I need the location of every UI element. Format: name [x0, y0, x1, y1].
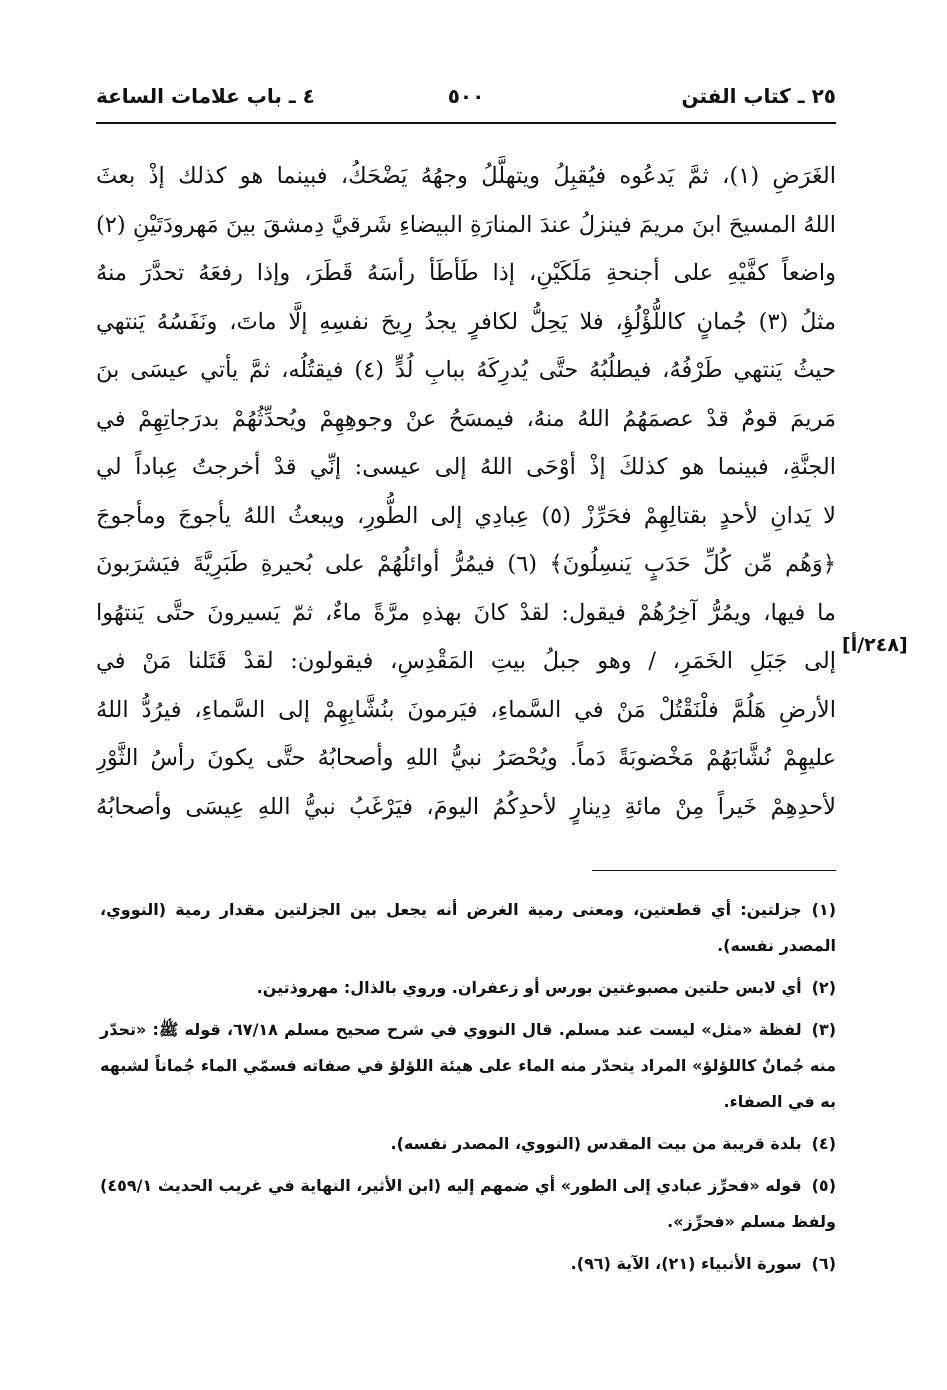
footnote [100, 1246, 836, 1282]
text-line: الأرضِ هَلُمَّ فلْنَقْتُلْ مَنْ في السَّماءِ، فيَرمونَ بنُشَّابِهِمْ إلى السَّماءِ، فيرُدُّ اللهُ [96, 696, 836, 723]
text-line: الجنَّةِ، فبينما هو كذلكَ إذْ أوْحَى اللهُ إلى عيسى: إنِّي قدْ أخرجتُ عِباداً لي [96, 454, 836, 480]
footnotes [100, 892, 836, 1288]
footnote [100, 1168, 836, 1240]
footnote-text: بلدة قريبة من بيت المقدس (النووي، المصدر نفسه). [390, 1134, 802, 1153]
footnote-number: (٣) [811, 1020, 837, 1039]
footnote [100, 1012, 836, 1120]
header-rule [96, 122, 836, 124]
text-line: لا يَدانِ لأحدٍ بقتالِهِمْ فحَرِّزْ (٥) عِبادِي إلى الطُّورِ، ويبعثُ اللهُ يأجوجَ ومأجوجَ [96, 502, 836, 529]
text-line: ما فيها، ويمُرُّ آخِرُهُمْ فيقول: لقدْ كانَ بهذهِ مرَّةً ماءٌ، ثمّ يَسيرونَ حتَّى يَنتهُوا [96, 599, 836, 626]
text-line: عليهِمْ نُشَّابَهُمْ مَخْضوبَةً دَماً. ويُحْصَرُ نبيُّ اللهِ وأصحابُهُ حتَّى يكونَ رأسُ الثَّوْرِ [96, 745, 836, 771]
footnote [100, 1126, 836, 1162]
main-text [96, 152, 836, 831]
manuscript-folio-marker: [٢٤٨/أ] [842, 634, 908, 656]
footnote-number: (٤) [811, 1134, 836, 1153]
text-line: اللهُ المسيحَ ابنَ مريمَ فينزلُ عندَ المنارَةِ البيضاءِ شَرقيَّ دِمشقَ بينَ مَهرودَتَيْنِ (٢) [96, 211, 836, 238]
text-line: حيثُ يَنتهي طَرْفُهُ، فيطلُبُهُ حتَّى يُدرِكَهُ ببابِ لُدٍّ (٤) فيقتُلُه، ثمَّ يأتي عيسَى بنَ [96, 357, 836, 383]
footnote-number: (١) [811, 900, 836, 919]
footnote-text: أي لابس حلتين مصبوغتين بورس أو زعفران. وروي بالذال: مهروذتين. [256, 978, 802, 997]
footnote-rule [592, 870, 836, 871]
text-line: مثلُ (٣) جُمانٍ كاللُّؤْلُؤِ، فلا يَحِلُّ لكافرٍ يجدُ رِيحَ نفسِهِ إلَّا ماتَ، ونَفَسُهُ يَنتهي [96, 308, 836, 335]
footnote-number: (٦) [811, 1254, 836, 1273]
text-line: إلى جَبَلِ الخَمَرِ، / وهو جبلُ بيتِ المَقْدِسِ، فيقولون: لقدْ قَتَلنا مَنْ في [96, 648, 836, 674]
footnote [100, 892, 836, 964]
footnote-text: قوله «فحرِّز عبادي إلى الطور» أي ضمهم إليه (ابن الأثير، النهاية في غريب الحديث ٤٥٩/١) ولفظ مسلم «فحرِّز». [100, 1176, 836, 1231]
footnote [100, 970, 836, 1006]
text-line: لأحدِهِمْ خَيراً مِنْ مائةِ دِينارٍ لأحدِكُمُ اليومَ، فيَرْغَبُ نبيُّ اللهِ عِيسَى وأصحابُهُ [96, 793, 836, 820]
page-number: ٥٠٠ [447, 84, 485, 108]
text-line: واضعاً كفَّيْهِ على أجنحةِ مَلَكَيْنِ، إذا طَأطَأ رأسَهُ قَطَرَ، وإذا رفعَهُ تحدَّرَ منهُ [96, 260, 836, 286]
footnote-text: جزلتين: أي قطعتين، ومعنى رمية الغرض أنه يجعل بين الجزلتين مقدار رمية (النووي، المصدر نفسه). [100, 900, 836, 955]
footnote-text: سورة الأنبياء (٢١)، الآية (٩٦). [570, 1254, 802, 1273]
footnote-number: (٢) [811, 978, 836, 997]
text-line: ﴿وَهُم مِّن كُلِّ حَدَبٍ يَنسِلُونَ﴾ (٦) فيمُرُّ أوائلُهُمْ على بُحيرةِ طَبَرِيَّةَ فيَشرَبونَ [96, 551, 836, 577]
text-line: الغَرَضِ (١)، ثمَّ يَدعُوه فيُقبِلُ ويتهلَّلُ وجهُهُ يَضْحَكُ، فبينما هو كذلك إذْ بعثَ [96, 163, 836, 189]
footnote-number: (٥) [811, 1176, 836, 1195]
chapter-title: ٢٥ ـ كتاب الفتن [681, 84, 836, 108]
running-header [96, 84, 836, 118]
text-line: مَريمَ قومٌ قدْ عصمَهُمُ اللهُ منهُ، فيمسَحُ عنْ وجوهِهِمْ ويُحدِّثُهُمْ بدرَجاتِهِمْ في [96, 405, 836, 432]
footnote-text: لفظة «مثل» ليست عند مسلم. قال النووي في شرح صحيح مسلم ٦٧/١٨، قوله ﷺ: «تحدّر منه جُمانٌ كاللؤلؤ» المراد يتحدّر منه الماء على هيئة اللؤلؤ في صفاته فسمّي الماء جُماناً لشبهه به في الصفاء. [100, 1020, 836, 1111]
section-title: ٤ ـ باب علامات الساعة [96, 84, 315, 108]
